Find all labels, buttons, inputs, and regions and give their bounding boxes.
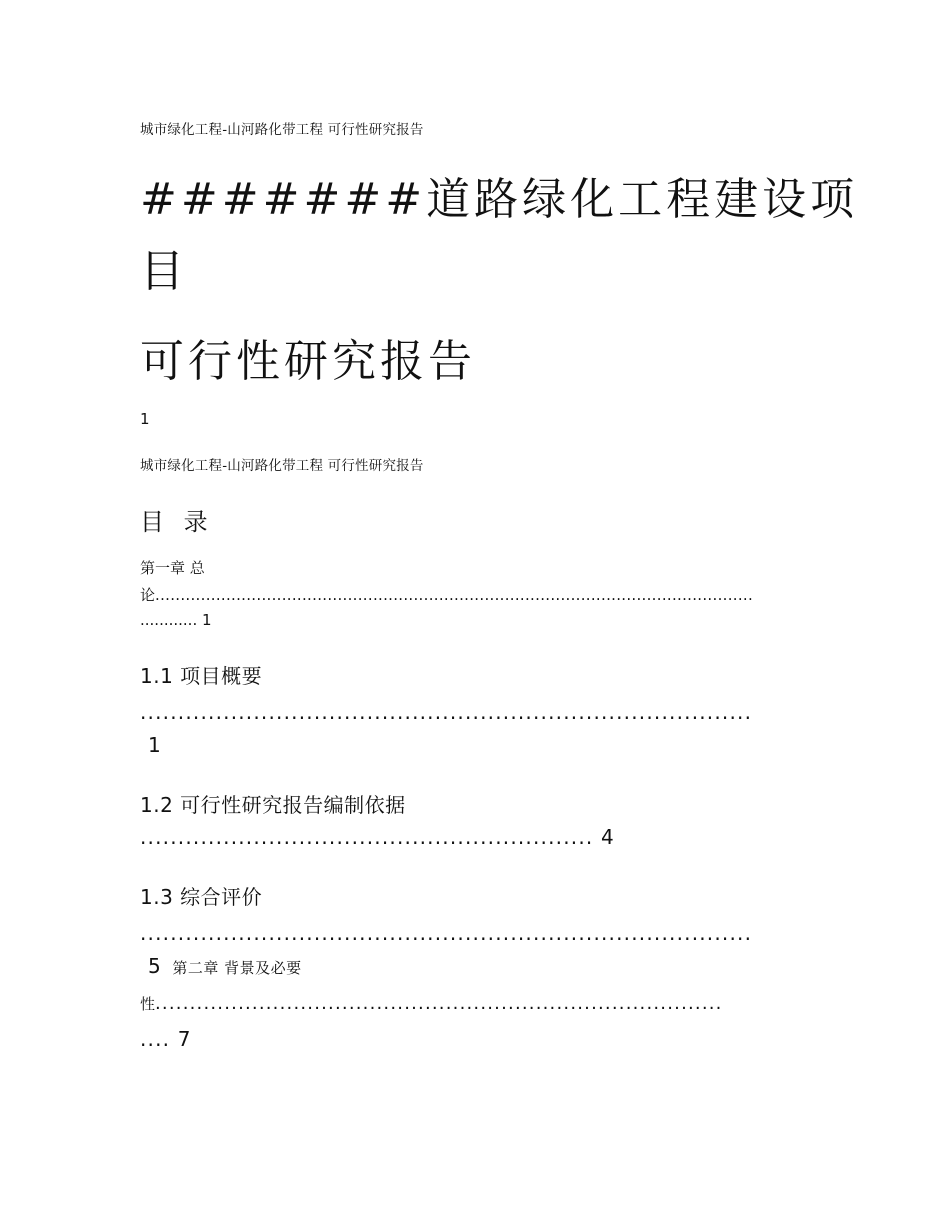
toc-leader-dots: .................................................................................	[140, 700, 753, 724]
toc-chapter-1-label: 第一章 总	[140, 559, 205, 577]
toc-leader-dots: ..................................................................................	[155, 993, 723, 1014]
document-title-line-3: 可行性研究报告	[140, 336, 476, 387]
toc-chapter-1-continuation	[140, 584, 753, 605]
toc-chapter-2-page: .... 7	[140, 1027, 192, 1051]
toc-section-1-2-label: 1.2 可行性研究报告编制依据	[140, 793, 406, 817]
toc-chapter-2-continuation	[140, 993, 723, 1014]
toc-section-1-2-page: ............................................................ 4	[140, 825, 615, 849]
document-title-line-2: 目	[140, 246, 188, 297]
toc-chapter-1-page: ............ 1	[140, 611, 212, 629]
running-header: 城市绿化工程-山河路化带工程 可行性研究报告	[140, 122, 424, 138]
toc-leader-dots: ......................................................................................................................	[155, 586, 754, 604]
running-header: 城市绿化工程-山河路化带工程 可行性研究报告	[140, 458, 424, 474]
toc-section-1-1-label: 1.1 项目概要	[140, 664, 263, 688]
toc-chapter-2-label-cont: 性	[140, 995, 156, 1013]
toc-chapter-2-label: 第二章 背景及必要	[172, 959, 302, 977]
toc-chapter-1-label-cont: 论	[140, 586, 156, 604]
toc-section-1-3-label: 1.3 综合评价	[140, 885, 263, 909]
toc-leader-dots: .................................................................................	[140, 921, 753, 945]
toc-line-1-3-and-chapter-2	[148, 954, 302, 978]
page-number: 1	[140, 410, 150, 428]
toc-section-1-1-page: 1	[148, 733, 162, 757]
toc-heading: 目 录	[140, 508, 214, 536]
document-title-line-1: #######道路绿化工程建设项	[140, 174, 859, 225]
toc-section-1-3-page: 5	[148, 954, 162, 978]
